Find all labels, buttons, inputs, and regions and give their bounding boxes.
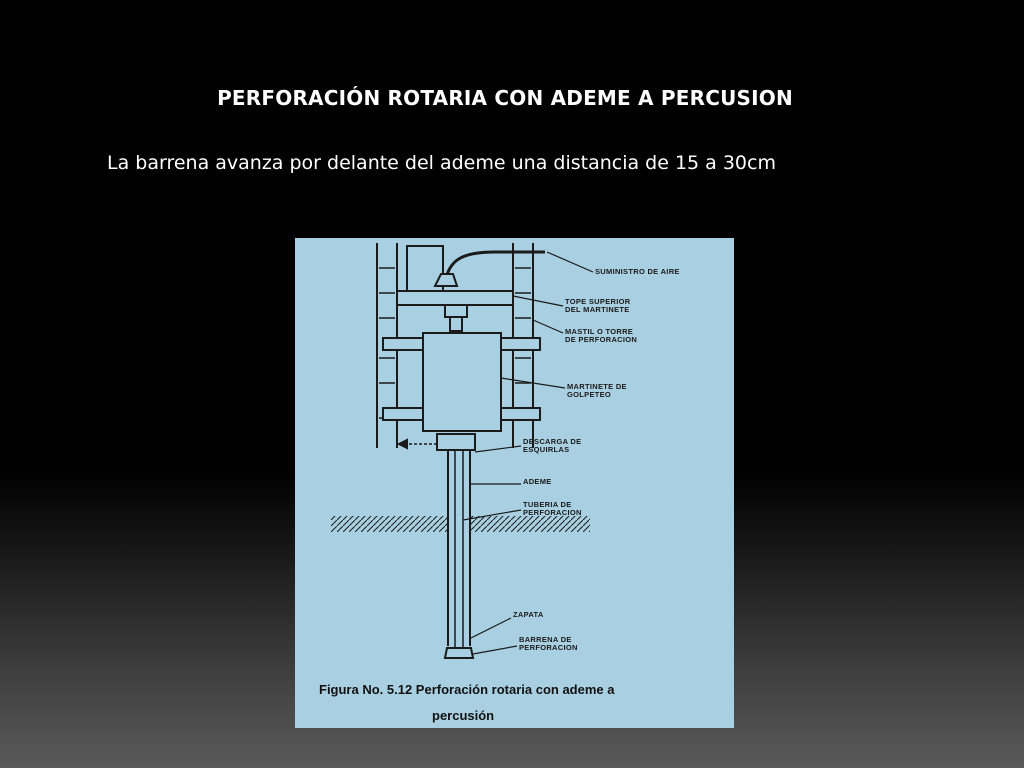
cross-beam-right-top <box>500 338 540 350</box>
drilling-rig-figure <box>295 238 734 728</box>
label-shoe: ZAPATA <box>513 610 544 619</box>
label-pipe-line2: PERFORACION <box>523 508 582 517</box>
label-casing: ADEME <box>523 477 552 486</box>
label-pipe-line1: TUBERIA DE <box>523 500 572 509</box>
label-air-supply: SUMINISTRO DE AIRE <box>595 267 680 276</box>
figure-caption-line1: Figura No. 5.12 Perforación rotaria con ademe a <box>319 682 615 697</box>
discharge-head <box>437 434 475 450</box>
label-mast-line2: DE PERFORACION <box>565 335 638 344</box>
label-top-stop-line1: TOPE SUPERIOR <box>565 297 631 306</box>
label-discharge-line1: DESCARGA DE <box>523 437 582 446</box>
cross-beam-left-bottom <box>383 408 423 420</box>
cross-beam-left-top <box>383 338 423 350</box>
ground-right <box>470 516 590 532</box>
air-hose <box>445 252 545 286</box>
label-hammer-line1: MARTINETE DE <box>567 382 627 391</box>
drill-bit <box>445 648 473 658</box>
label-mast-line1: MASTIL O TORRE <box>565 327 634 336</box>
top-stop-beam <box>397 291 513 305</box>
hammer-block <box>423 333 501 431</box>
rig-diagram <box>295 238 734 728</box>
figure-caption-line2: percusión <box>432 708 495 723</box>
slide-title: PERFORACIÓN ROTARIA CON ADEME A PERCUSION <box>217 86 793 110</box>
ground-left <box>331 516 448 532</box>
label-bit-line1: BARRENA DE <box>519 635 572 644</box>
label-top-stop-line2: DEL MARTINETE <box>565 305 630 314</box>
label-discharge-line2: ESQUIRLAS <box>523 445 570 454</box>
cross-beam-right-bottom <box>500 408 540 420</box>
label-hammer-line2: GOLPETEO <box>567 390 612 399</box>
label-bit-line2: PERFORACION <box>519 643 578 652</box>
slide-body-text: La barrena avanza por delante del ademe una distancia de 15 a 30cm <box>107 152 776 174</box>
